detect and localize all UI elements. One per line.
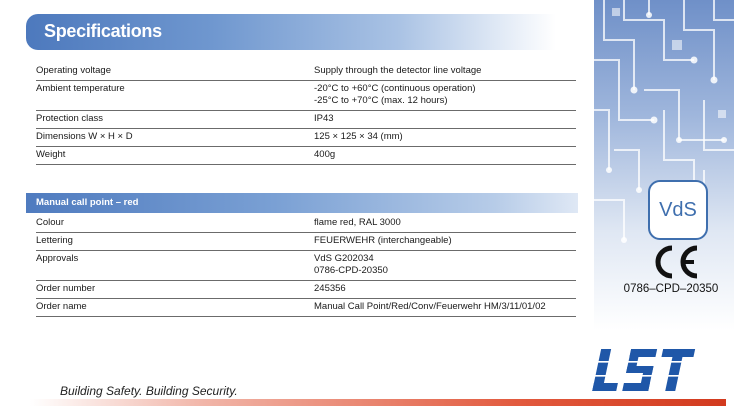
specifications-table xyxy=(36,63,576,165)
value-line: 125 × 125 × 34 (mm) xyxy=(314,131,403,142)
table-row xyxy=(36,233,576,251)
value-line: 400g xyxy=(314,149,336,160)
value-line: FEUERWEHR (interchangeable) xyxy=(314,235,452,246)
table-row xyxy=(36,147,576,165)
value-line: 245356 xyxy=(314,283,346,294)
circuit-board-decoration xyxy=(594,0,734,330)
row-value xyxy=(314,81,576,110)
row-value xyxy=(314,251,576,280)
vds-certification-badge xyxy=(648,180,708,240)
row-label: Ambient temperature xyxy=(36,83,125,94)
section-title: Manual call point – red xyxy=(36,197,139,208)
value-line: 0786-CPD-20350 xyxy=(314,265,388,276)
circuit-traces-graphic xyxy=(594,0,734,330)
row-value xyxy=(314,299,576,316)
row-value xyxy=(314,281,576,298)
value-line: -25°C to +70°C (max. 12 hours) xyxy=(314,95,448,106)
lst-logo xyxy=(588,345,698,397)
row-value xyxy=(314,215,576,232)
table-row xyxy=(36,111,576,129)
row-label: Dimensions W × H × D xyxy=(36,131,133,142)
value-line: Supply through the detector line voltage xyxy=(314,65,482,76)
row-label: Colour xyxy=(36,217,64,228)
row-label: Order number xyxy=(36,283,96,294)
value-line: IP43 xyxy=(314,113,334,124)
table-row xyxy=(36,215,576,233)
footer-tagline: Building Safety. Building Security. xyxy=(60,384,238,398)
table-row xyxy=(36,281,576,299)
table-row xyxy=(36,129,576,147)
row-value xyxy=(314,129,576,146)
table-row xyxy=(36,299,576,317)
page-title: Specifications xyxy=(44,21,162,41)
value-line: flame red, RAL 3000 xyxy=(314,217,401,228)
row-label: Lettering xyxy=(36,235,73,246)
value-line: Manual Call Point/Red/Conv/Feuerwehr HM/3/11/01/02 xyxy=(314,301,546,312)
value-line: VdS G202034 xyxy=(314,253,374,264)
manual-call-point-section-bar xyxy=(26,193,578,213)
row-value xyxy=(314,147,576,164)
ce-mark-icon xyxy=(651,244,701,280)
ce-approval-number: 0786–CPD–20350 xyxy=(623,283,719,295)
row-label: Order name xyxy=(36,301,87,312)
row-value xyxy=(314,63,576,80)
row-value xyxy=(314,233,576,250)
table-row xyxy=(36,251,576,281)
table-row xyxy=(36,63,576,81)
row-label: Weight xyxy=(36,149,66,160)
specifications-header xyxy=(26,14,556,50)
row-label: Protection class xyxy=(36,113,104,124)
row-label: Approvals xyxy=(36,253,79,264)
vds-label: VdS xyxy=(659,198,697,221)
table-row xyxy=(36,81,576,111)
row-value xyxy=(314,111,576,128)
row-label: Operating voltage xyxy=(36,65,111,76)
footer-accent-line xyxy=(30,399,726,406)
manual-call-point-table xyxy=(36,215,576,317)
value-line: -20°C to +60°C (continuous operation) xyxy=(314,83,476,94)
